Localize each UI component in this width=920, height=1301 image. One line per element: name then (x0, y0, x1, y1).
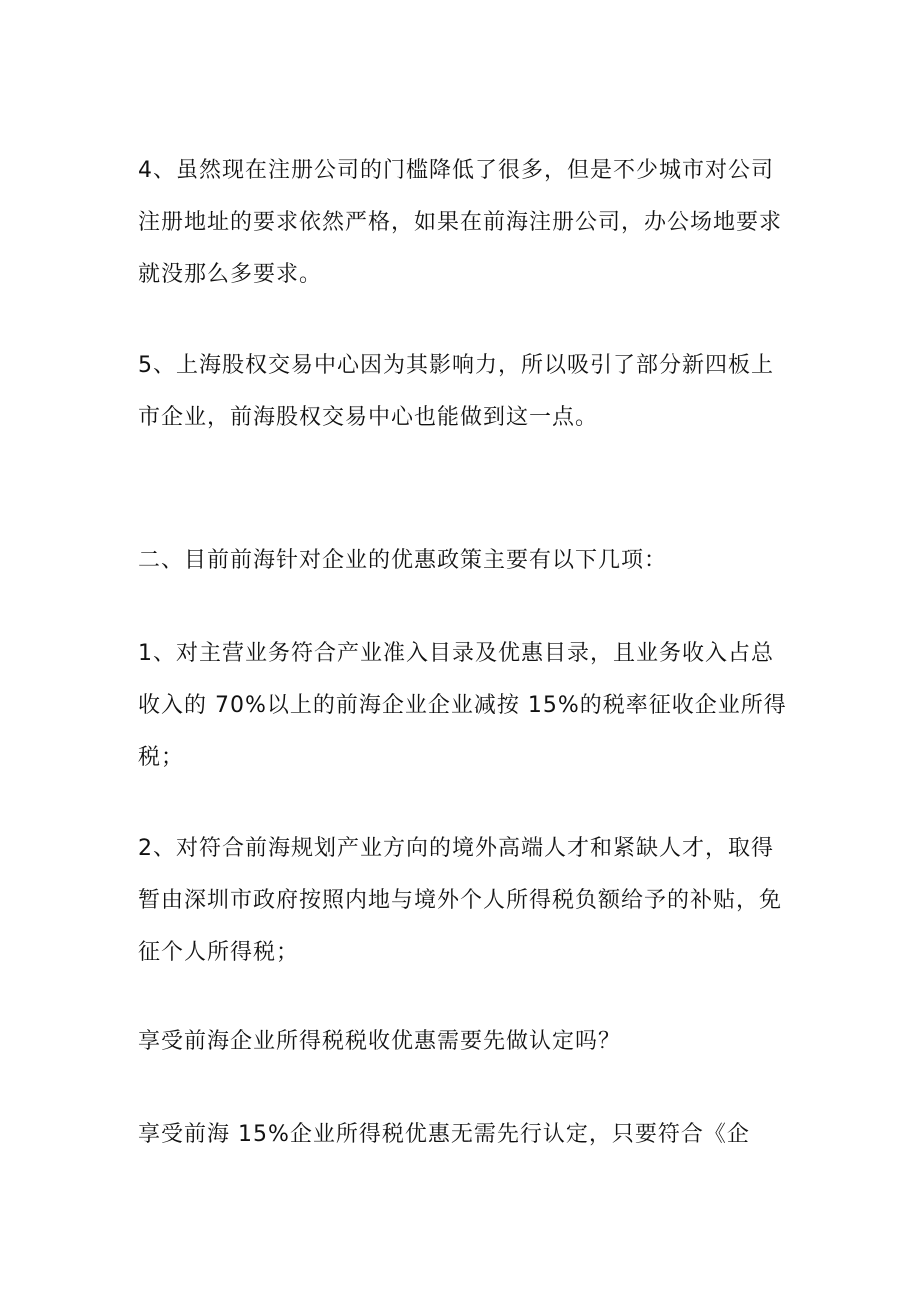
section-heading-two: 二、目前前海针对企业的优惠政策主要有以下几项： (138, 548, 668, 573)
question-paragraph: 享受前海企业所得税税收优惠需要先做认定吗？ (138, 1029, 622, 1054)
answer-paragraph: 享受前海 15%企业所得税优惠无需先行认定，只要符合《企 (138, 1122, 750, 1147)
paragraph-item-4: 4、虽然现在注册公司的门槛降低了很多，但是不少城市对公司注册地址的要求依然严格，如果在前海注册公司，办公场地要求就没那么多要求。 (138, 158, 783, 287)
policy-item-1: 1、对主营业务符合产业准入目录及优惠目录，且业务收入占总收入的 70%以上的前海企业企业减按 15%的税率征收企业所得税； (138, 641, 787, 770)
policy-item-2: 2、对符合前海规划产业方向的境外高端人才和紧缺人才，取得暂由深圳市政府按照内地与境外个人所得税负额给予的补贴，免征个人所得税； (138, 836, 783, 965)
paragraph-item-5: 5、上海股权交易中心因为其影响力，所以吸引了部分新四板上市企业，前海股权交易中心也能做到这一点。 (138, 353, 774, 430)
